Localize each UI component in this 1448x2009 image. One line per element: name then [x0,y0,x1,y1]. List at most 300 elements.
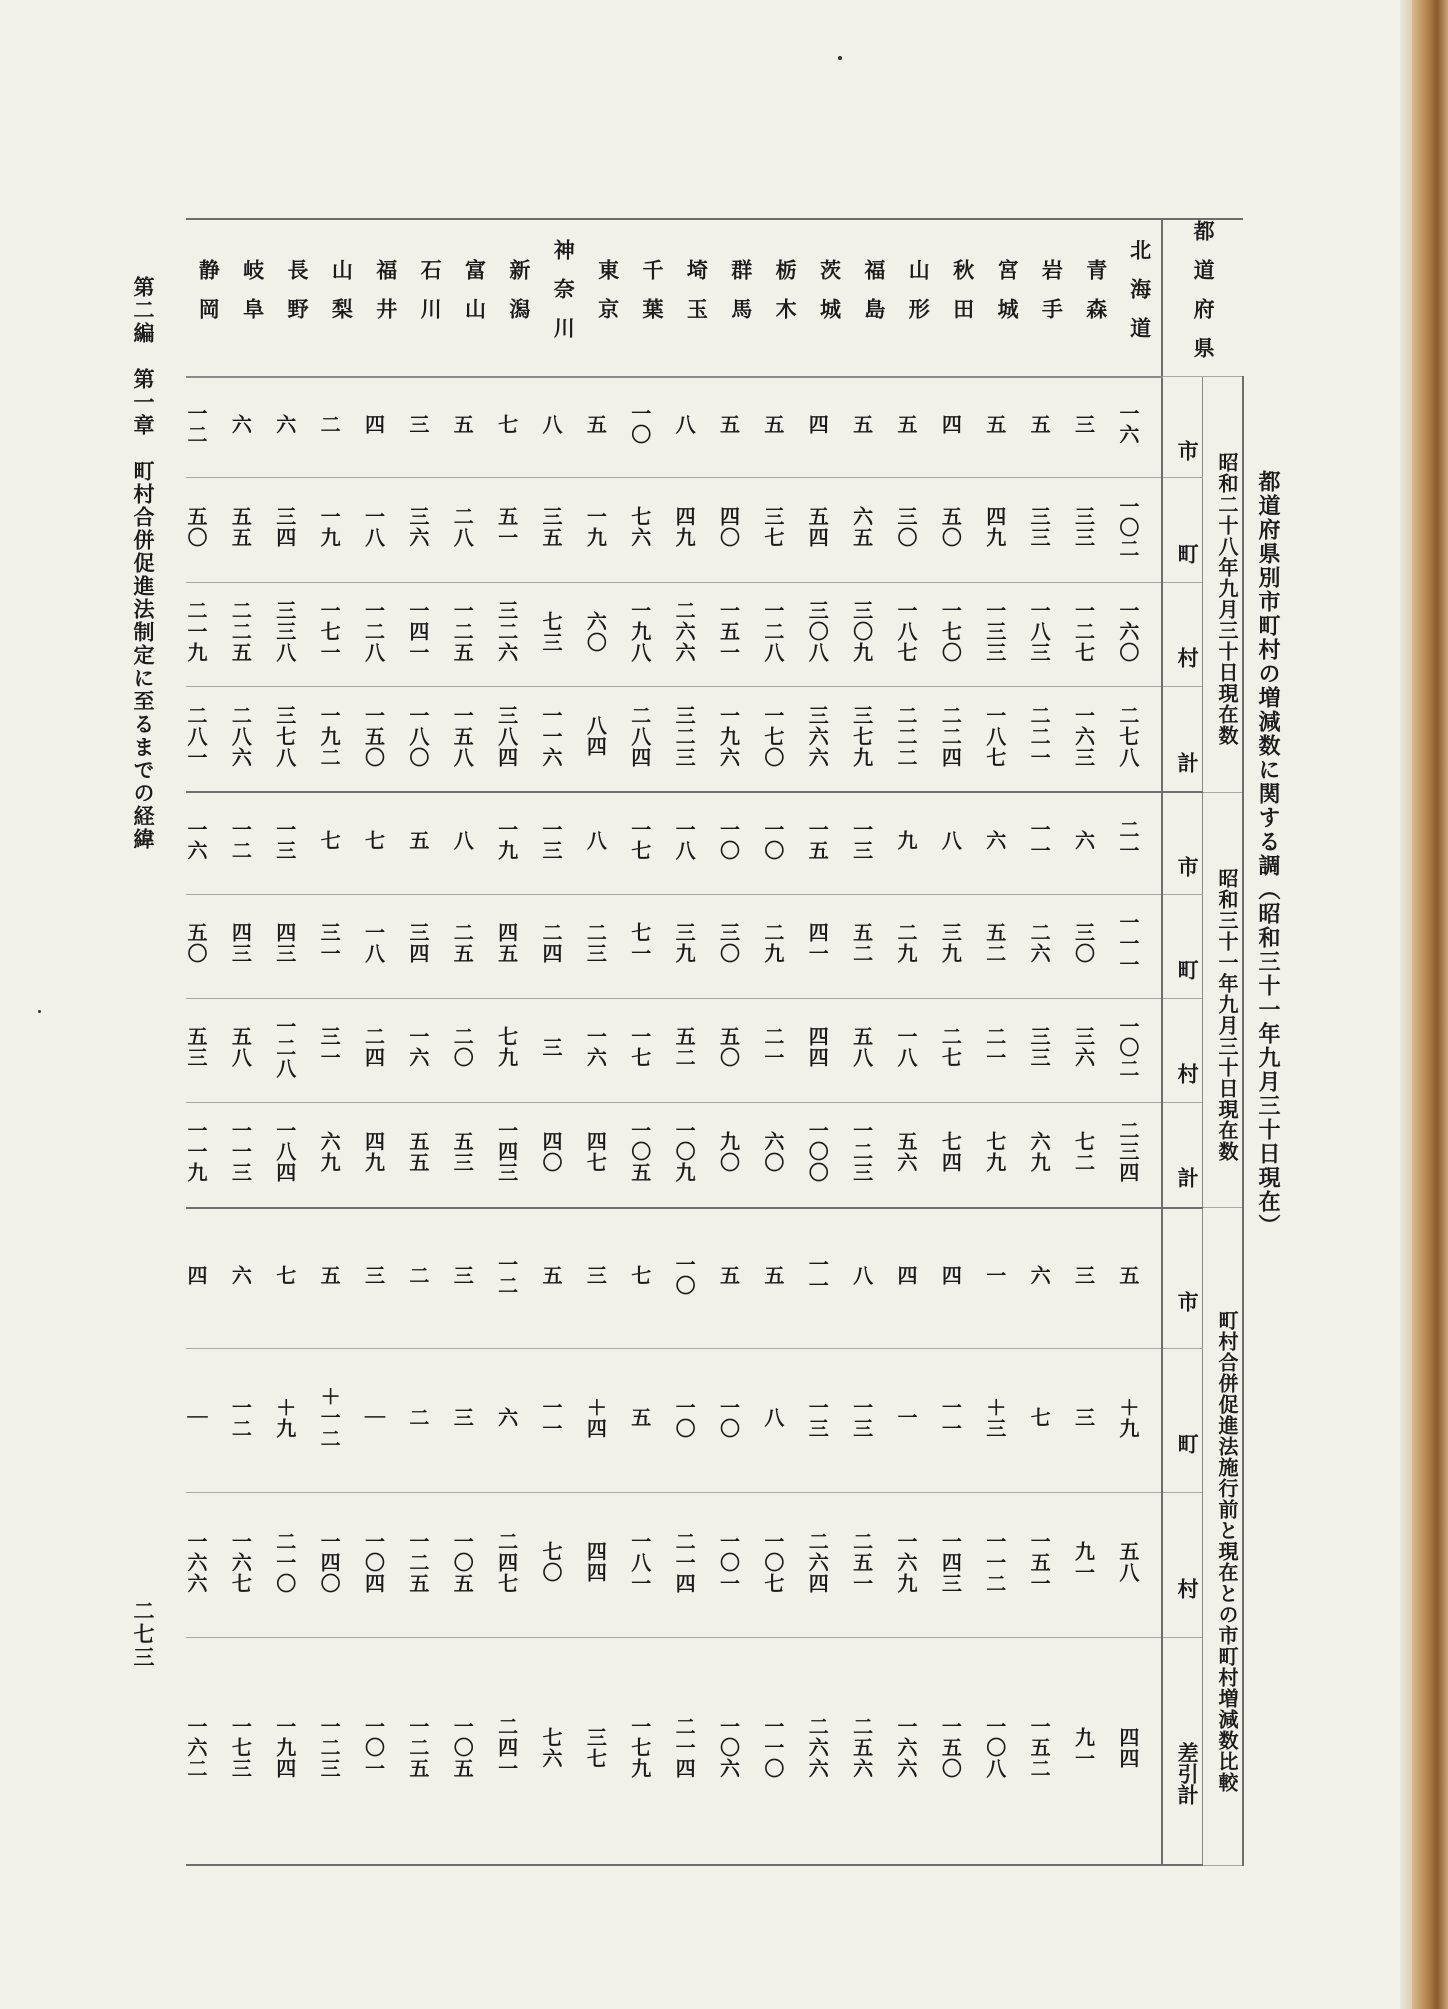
table-cell: 一六 [585,998,629,1102]
table-cell: 一二三 [319,1637,363,1865]
column-label: 町 [1162,478,1202,582]
table-cell: 一二八 [275,998,319,1102]
table-cell: ＋三 [985,1349,1029,1493]
table-cell: 一八七 [896,582,940,686]
table-cell: 八 [763,1349,807,1493]
table-cell: 二七八 [1118,687,1162,792]
table-cell: 一六 [408,998,452,1102]
table-cell: ｜ [186,1349,230,1493]
table-cell: 一一〇 [763,1637,807,1865]
table-cell: 一一九 [186,1103,230,1208]
table-cell: 五二 [985,894,1029,998]
table-cell: 一一二 [985,1493,1029,1637]
prefecture-name: 埼玉 [674,219,718,377]
table-cell: 一 [985,1208,1029,1349]
table-cell: 二七 [940,998,984,1102]
table-cell: 二一〇 [275,1493,319,1637]
table-cell: 五五 [230,478,274,582]
table-cell: 六 [230,1208,274,1349]
table-cell: 一二八 [763,582,807,686]
prefecture-name: 北海道 [1118,219,1162,377]
table-cell: 一二 [230,792,274,894]
table-cell: 二一 [985,998,1029,1102]
table-cell: 七 [1029,1349,1073,1493]
municipality-count-table [186,218,1244,1866]
table-cell: 四四 [807,998,851,1102]
table-cell: 二五 [452,894,496,998]
table-cell: 三六六 [807,687,851,792]
table-cell: 一九 [585,478,629,582]
table-cell: 七九 [985,1103,1029,1208]
table-cell: 五 [719,377,763,478]
table-cell: 七二 [1074,1103,1118,1208]
table-cell: 二四 [541,894,585,998]
table-cell: 八四 [585,687,629,792]
table-cell: 一九二 [319,687,363,792]
table-cell: 一七九 [630,1637,674,1865]
table-cell: 一一一 [1118,894,1162,998]
table-cell: 一九八 [630,582,674,686]
table-cell: 一〇 [719,792,763,894]
table-cell: 九 [896,792,940,894]
table-cell: 一三三 [985,582,1029,686]
table-cell: 五一 [497,478,541,582]
prefecture-name: 山梨 [319,219,363,377]
table-cell: 四 [364,377,408,478]
table-cell: 一九 [319,478,363,582]
table-cell: 一五 [807,792,851,894]
table-cell: ＋九 [275,1349,319,1493]
table-cell: 一〇 [674,1349,718,1493]
table-cell: 六九 [319,1103,363,1208]
prefecture-name: 長野 [275,219,319,377]
prefecture-name: 静岡 [186,219,230,377]
table-cell: 五 [719,1208,763,1349]
table-cell: 三四 [408,894,452,998]
table-cell: 一八四 [275,1103,319,1208]
column-label: 差引計 [1162,1637,1202,1865]
table-cell: 六 [497,1349,541,1493]
table-cell: 一二五 [452,582,496,686]
table-cell: 二一四 [674,1637,718,1865]
group-label: 昭和二十八年九月三十日現在数 [1203,377,1243,793]
table-cell: 五〇 [940,478,984,582]
table-cell: 二四一 [497,1637,541,1865]
prefecture-name: 福島 [852,219,896,377]
table-cell: 一七〇 [940,582,984,686]
table-cell: 五 [408,792,452,894]
table-cell: ＋四 [585,1349,629,1493]
table-cell: 四九 [985,478,1029,582]
ink-speck [838,56,842,60]
table-cell: 五二 [674,998,718,1102]
table-cell: 三三 [1029,998,1073,1102]
column-label: 村 [1162,1493,1202,1637]
table-cell: 一九六 [719,687,763,792]
table-cell: 二五一 [852,1493,896,1637]
table-cell: 一一 [940,1349,984,1493]
table-cell: 三一 [319,998,363,1102]
table-cell: 二六 [1029,894,1073,998]
table-cell: 一七三 [230,1637,274,1865]
table-cell: 八 [852,1208,896,1349]
table-cell: 七 [630,1208,674,1349]
table-cell: 五三 [186,998,230,1102]
table-cell: 一六二 [186,1637,230,1865]
table-cell: 五 [452,377,496,478]
table-cell: 一〇四 [364,1493,408,1637]
table-cell: 三〇九 [852,582,896,686]
prefecture-name: 群馬 [719,219,763,377]
table-cell: 四四 [585,1493,629,1637]
table-cell: 三四 [275,478,319,582]
prefecture-name: 福井 [364,219,408,377]
table-cell: 一五〇 [940,1637,984,1865]
header-prefecture-label: 都道府県 [1162,219,1243,377]
table-cell: 一二 [230,1349,274,1493]
table-cell: 一〇五 [630,1103,674,1208]
table-cell: 四 [807,377,851,478]
table-cell: 一五八 [452,687,496,792]
table-cell: 三〇八 [807,582,851,686]
table-cell: 一二五 [408,1493,452,1637]
table-title: 都道府県別市町村の増減数に関する調（昭和三十一年九月三十日現在） [1255,470,1281,1238]
table-cell: 二 [408,1208,452,1349]
table-cell: 三七 [763,478,807,582]
table-cell: 二二五 [230,582,274,686]
book-binding-edge [1412,0,1448,2009]
table-cell: 三 [408,377,452,478]
column-label: 村 [1162,998,1202,1102]
table-cell: 三九 [674,894,718,998]
table-cell: 三六 [408,478,452,582]
table-cell: 二一九 [186,582,230,686]
table-cell: 一〇七 [763,1493,807,1637]
table-cell: 二一 [1118,792,1162,894]
table-cell: 四五 [497,894,541,998]
table-cell: 七 [319,792,363,894]
table-cell: 一〇九 [674,1103,718,1208]
table-cell: 八 [940,792,984,894]
group-label: 町村合併促進法施行前と現在との市町村増減数比較 [1203,1208,1243,1865]
column-label: 市 [1162,1208,1202,1349]
table-cell: 一〇八 [985,1637,1029,1865]
table-cell: 三九 [940,894,984,998]
table-cell: 五 [541,1208,585,1349]
table-cell: 一六 [186,792,230,894]
table-cell: 五 [585,377,629,478]
table-cell: 一八 [896,998,940,1102]
prefecture-name: 石川 [408,219,452,377]
table-cell: 三 [452,1208,496,1349]
table-cell: 六〇 [585,582,629,686]
prefecture-name: 岩手 [1029,219,1073,377]
table-cell: 三七 [585,1637,629,1865]
group-label: 昭和三十一年九月三十日現在数 [1203,792,1243,1208]
table-cell: 七 [364,792,408,894]
table-cell: 三三八 [275,582,319,686]
table-cell: 一〇一 [719,1493,763,1637]
table-cell: 五〇 [186,478,230,582]
table-cell: 二二二 [896,687,940,792]
table-cell: 一六〇 [1118,582,1162,686]
column-label: 市 [1162,377,1202,478]
table-cell: 一七〇 [763,687,807,792]
table-cell: 一三 [275,792,319,894]
table-cell: 二六六 [674,582,718,686]
table-cell: 五三 [452,1103,496,1208]
table-cell: 四七 [585,1103,629,1208]
table-cell: 一六六 [896,1637,940,1865]
table-cell: 六九 [1029,1103,1073,1208]
table-cell: 五八 [230,998,274,1102]
table-cell: 四四 [1118,1637,1162,1865]
table-cell: 七〇 [541,1493,585,1637]
table-cell: 一〇 [763,792,807,894]
table-cell: 一四三 [940,1493,984,1637]
table-cell: 六 [1074,792,1118,894]
table-cell: 七六 [541,1637,585,1865]
table-cell: 八 [452,792,496,894]
table-cell: 一九四 [275,1637,319,1865]
table-cell: 二四 [364,998,408,1102]
prefecture-name: 富山 [452,219,496,377]
table-cell: 七 [275,1208,319,1349]
table-cell: 二九 [896,894,940,998]
table-cell: 一二八 [364,582,408,686]
table-cell: 五 [763,377,807,478]
table-cell: 一七一 [319,582,363,686]
table-cell: 三 [541,998,585,1102]
table-cell: 三〇 [719,894,763,998]
table-cell: 一二 [186,377,230,478]
prefecture-name: 青森 [1074,219,1118,377]
table-cell: 一二三 [852,1103,896,1208]
table-cell: 四〇 [541,1103,585,1208]
column-label: 計 [1162,1103,1202,1208]
table-cell: 五八 [852,998,896,1102]
table-cell: 二一四 [674,1493,718,1637]
table-cell: 三六 [1074,998,1118,1102]
table-cell: 二 [319,377,363,478]
table-cell: 一四三 [497,1103,541,1208]
table-cell: 五 [630,1349,674,1493]
table-cell: 三〇 [1074,894,1118,998]
table-cell: 六 [985,792,1029,894]
table-cell: 三三 [1029,478,1073,582]
prefecture-name: 栃木 [763,219,807,377]
table-cell: 四 [186,1208,230,1349]
table-cell: 六 [1029,1208,1073,1349]
table-cell: 一一三 [230,1103,274,1208]
table-cell: 三 [364,1208,408,1349]
table-cell: 二 [408,1349,452,1493]
table-cell: 一八〇 [408,687,452,792]
table-cell: 二六六 [807,1637,851,1865]
table-cell: 三一 [319,894,363,998]
table-cell: 一一 [541,1349,585,1493]
table-cell: 七四 [940,1103,984,1208]
table-cell: 五 [985,377,1029,478]
table-cell: 一八七 [985,687,1029,792]
table-cell: 一〇 [719,1349,763,1493]
column-label: 町 [1162,894,1202,998]
ink-speck [38,1010,41,1013]
table-cell: 四 [896,1208,940,1349]
data-table-wrapper [186,218,1244,1866]
table-cell: 一五二 [1029,1637,1073,1865]
table-cell: 一五一 [719,582,763,686]
prefecture-name: 宮城 [985,219,1029,377]
table-cell: 三 [1074,1349,1118,1493]
table-cell: 一七 [630,792,674,894]
table-cell: 二八六 [230,687,274,792]
table-cell: 一六三 [1074,687,1118,792]
table-cell: 二三四 [1118,1103,1162,1208]
table-cell: 一六六 [186,1493,230,1637]
table-cell: 一〇 [630,377,674,478]
table-cell: 一 [896,1349,940,1493]
table-cell: 三〇 [896,478,940,582]
table-cell: 四 [940,1208,984,1349]
table-cell: 四〇 [719,478,763,582]
table-cell: 七 [497,377,541,478]
table-cell: 一七 [630,998,674,1102]
table-cell: 一九 [497,792,541,894]
table-cell: 一〇六 [719,1637,763,1865]
table-cell: 七三 [541,582,585,686]
table-cell: 一五一 [1029,1493,1073,1637]
page-edge-shadow [1400,0,1412,2009]
table-cell: 四三 [275,894,319,998]
prefecture-name: 秋田 [940,219,984,377]
table-cell: 三二六 [497,582,541,686]
table-cell: 一八 [364,478,408,582]
table-cell: 一〇二 [1118,478,1162,582]
table-cell: 二八四 [630,687,674,792]
table-cell: 四 [940,377,984,478]
table-cell: 一〇五 [452,1637,496,1865]
table-cell: 一八一 [630,1493,674,1637]
table-cell: ｜ [364,1349,408,1493]
table-cell: 一三 [852,792,896,894]
table-cell: 三七九 [852,687,896,792]
prefecture-name: 茨城 [807,219,851,377]
table-cell: 一八 [364,894,408,998]
table-cell: 一三 [807,1349,851,1493]
table-cell: 五六 [896,1103,940,1208]
table-cell: 六 [230,377,274,478]
prefecture-name: 千葉 [630,219,674,377]
table-cell: 一三 [541,792,585,894]
table-cell: ＋九 [1118,1349,1162,1493]
prefecture-name: 山形 [896,219,940,377]
table-cell: 八 [674,377,718,478]
prefecture-name: 新潟 [497,219,541,377]
table-cell: 七九 [497,998,541,1102]
table-cell: 一〇二 [1118,998,1162,1102]
column-label: 村 [1162,582,1202,686]
table-cell: 二八一 [186,687,230,792]
table-cell: 三 [1074,377,1118,478]
table-cell: 三三 [1074,478,1118,582]
table-cell: 一三 [852,1349,896,1493]
table-cell: 五 [763,1208,807,1349]
table-cell: 一六 [1118,377,1162,478]
table-cell: 三 [1074,1208,1118,1349]
page-number: 二七三 [131,1600,156,1669]
column-label: 計 [1162,687,1202,792]
table-cell: ＋一二 [319,1349,363,1493]
table-cell: 一〇 [674,1208,718,1349]
table-cell: 五〇 [719,998,763,1102]
table-cell: 九一 [1074,1493,1118,1637]
table-cell: 三五 [541,478,585,582]
table-cell: 七一 [630,894,674,998]
table-cell: 九〇 [719,1103,763,1208]
table-cell: 二三 [585,894,629,998]
table-cell: 五八 [1118,1493,1162,1637]
table-cell: 一一 [1029,792,1073,894]
table-cell: 一一 [807,1208,851,1349]
table-cell: 三 [452,1349,496,1493]
table-cell: 一〇一 [364,1637,408,1865]
table-cell: 九一 [1074,1637,1118,1865]
table-cell: 三八四 [497,687,541,792]
table-cell: 二二一 [1029,687,1073,792]
table-cell: 一四〇 [319,1493,363,1637]
table-cell: 一五〇 [364,687,408,792]
table-cell: 二一 [763,998,807,1102]
table-cell: 五 [1029,377,1073,478]
table-cell: 五五 [408,1103,452,1208]
table-cell: 五 [852,377,896,478]
table-cell: 六五 [852,478,896,582]
table-cell: 五四 [807,478,851,582]
table-cell: 二二四 [940,687,984,792]
table-cell: 八 [585,792,629,894]
table-cell: 六〇 [763,1103,807,1208]
table-cell: 六 [275,377,319,478]
table-cell: 一二 [497,1208,541,1349]
table-cell: 二六四 [807,1493,851,1637]
table-cell: 二五六 [852,1637,896,1865]
table-cell: 四九 [674,478,718,582]
table-cell: 一〇五 [452,1493,496,1637]
table-cell: 五二 [852,894,896,998]
table-cell: 二〇 [452,998,496,1102]
table-cell: 一四一 [408,582,452,686]
table-cell: 五 [1118,1208,1162,1349]
table-cell: 五 [896,377,940,478]
running-head: 第二編 第一章 町村合併促進法制定に至るまでの経緯 [131,276,156,851]
table-cell: 三七八 [275,687,319,792]
table-cell: 八 [541,377,585,478]
table-cell: 一一六 [541,687,585,792]
table-cell: 一八 [674,792,718,894]
table-cell: 三二三 [674,687,718,792]
table-cell: 五〇 [186,894,230,998]
table-cell: 四一 [807,894,851,998]
table-cell: 五 [319,1208,363,1349]
table-cell: 三 [585,1208,629,1349]
prefecture-name: 岐阜 [230,219,274,377]
table-cell: 一六九 [896,1493,940,1637]
table-cell: 四九 [364,1103,408,1208]
table-cell: 七六 [630,478,674,582]
prefecture-name: 東京 [585,219,629,377]
table-cell: 二九 [763,894,807,998]
